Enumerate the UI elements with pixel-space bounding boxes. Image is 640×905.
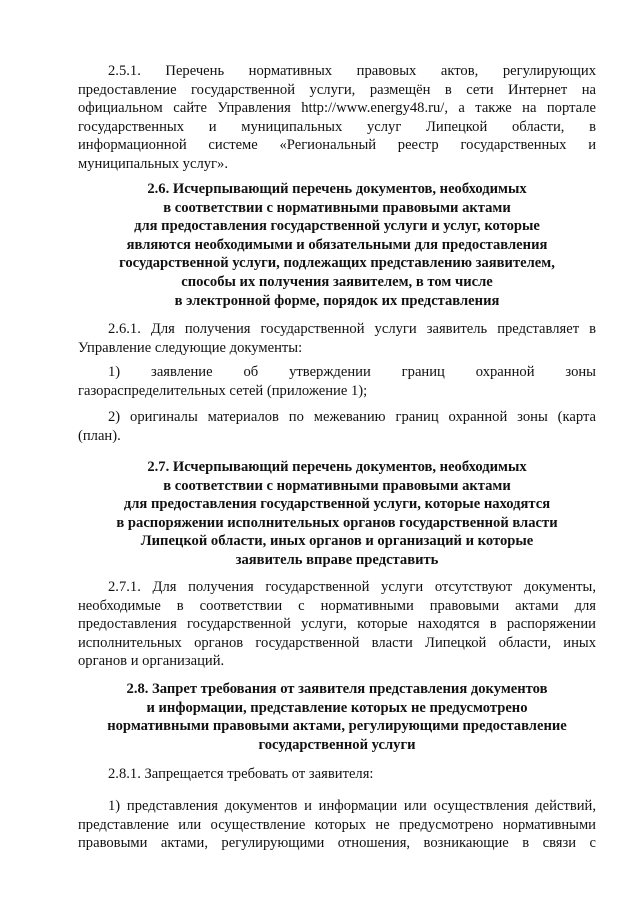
heading-line: 2.8. Запрет требования от заявителя представления документов [126,681,548,697]
text-line: необходимые в соответствии с нормативными правовыми актами для [78,597,596,614]
text-line: государственных и муниципальных услуг Липецкой области, в [78,118,596,135]
heading-line: в электронной форме, порядок их представления [174,292,500,309]
heading-line: способы их получения заявителем, в том числе [181,273,493,290]
text-line: предоставление государственной услуги, размещён в сети Интернет на [78,81,596,98]
text-line: органов и организаций. [78,653,225,670]
heading-line: 2.6. Исчерпывающий перечень документов, необходимых [147,181,527,197]
paragraph-2-8-1-item-1 [78,797,596,853]
heading-line: в распоряжении исполнительных органов государственной власти [116,514,558,531]
paragraph-2-8-1 [78,765,596,784]
heading-2-6 [78,180,596,310]
text-line: муниципальных услуг». [78,155,228,172]
text-line: 2.5.1. Перечень нормативных правовых актов, регулирующих [108,63,596,79]
heading-line: в соответствии с нормативными правовыми актами [163,477,511,494]
heading-line: и информации, представление которых не предусмотрено [146,699,528,716]
heading-2-8 [78,680,596,754]
text-line: правовыми актами, регулирующими отношения, возникающие в связи с [78,835,596,852]
paragraph-2-5-1 [78,62,596,174]
heading-line: государственной услуги [258,736,416,753]
heading-line: заявитель вправе представить [235,551,439,568]
paragraph-2-6-1 [78,320,596,357]
text-line: информационной системе «Региональный реестр государственных и [78,137,596,154]
list-item-2 [78,408,596,445]
text-line: 2.7.1. Для получения государственной услуги отсутствуют документы, [108,579,596,595]
heading-line: 2.7. Исчерпывающий перечень документов, необходимых [147,459,527,475]
text-line: исполнительных органов государственной власти Липецкой области, иных [78,634,596,651]
text-line: 2) оригиналы материалов по межеванию границ охранной зоны (карта [108,409,596,425]
heading-line: государственной услуги, подлежащих представлению заявителем, [119,255,555,272]
heading-2-7 [78,458,596,570]
text-line: Управление следующие документы: [78,339,303,356]
list-item-1 [78,363,596,400]
heading-line: нормативными правовыми актами, регулирующими предоставление [107,718,567,735]
heading-line: в соответствии с нормативными правовыми актами [163,199,511,216]
heading-line: являются необходимыми и обязательными для предоставления [126,236,548,253]
text-line: представление или осуществление которых не предусмотрено нормативными [78,816,596,833]
heading-line: для предоставления государственной услуги, которые находятся [123,496,551,513]
text-line: 1) заявление об утверждении границ охранной зоны [108,364,596,380]
heading-line: для предоставления государственной услуги и услуг, которые [134,218,540,235]
paragraph-2-7-1 [78,578,596,671]
text-line: (план). [78,427,121,444]
text-line: официальном сайте Управления http://www.energy48.ru/, а также на портале [78,100,596,117]
text-line: предоставления государственной услуги, которые находятся в распоряжении [78,616,596,633]
text-line: 1) представления документов и информации или осуществления действий, [108,798,596,814]
text-line: газораспределительных сетей (приложение 1); [78,382,368,399]
text-line: 2.8.1. Запрещается требовать от заявителя: [108,766,374,782]
text-line: 2.6.1. Для получения государственной услуги заявитель представляет в [108,321,596,337]
heading-line: Липецкой области, иных органов и организаций и которые [140,533,534,550]
